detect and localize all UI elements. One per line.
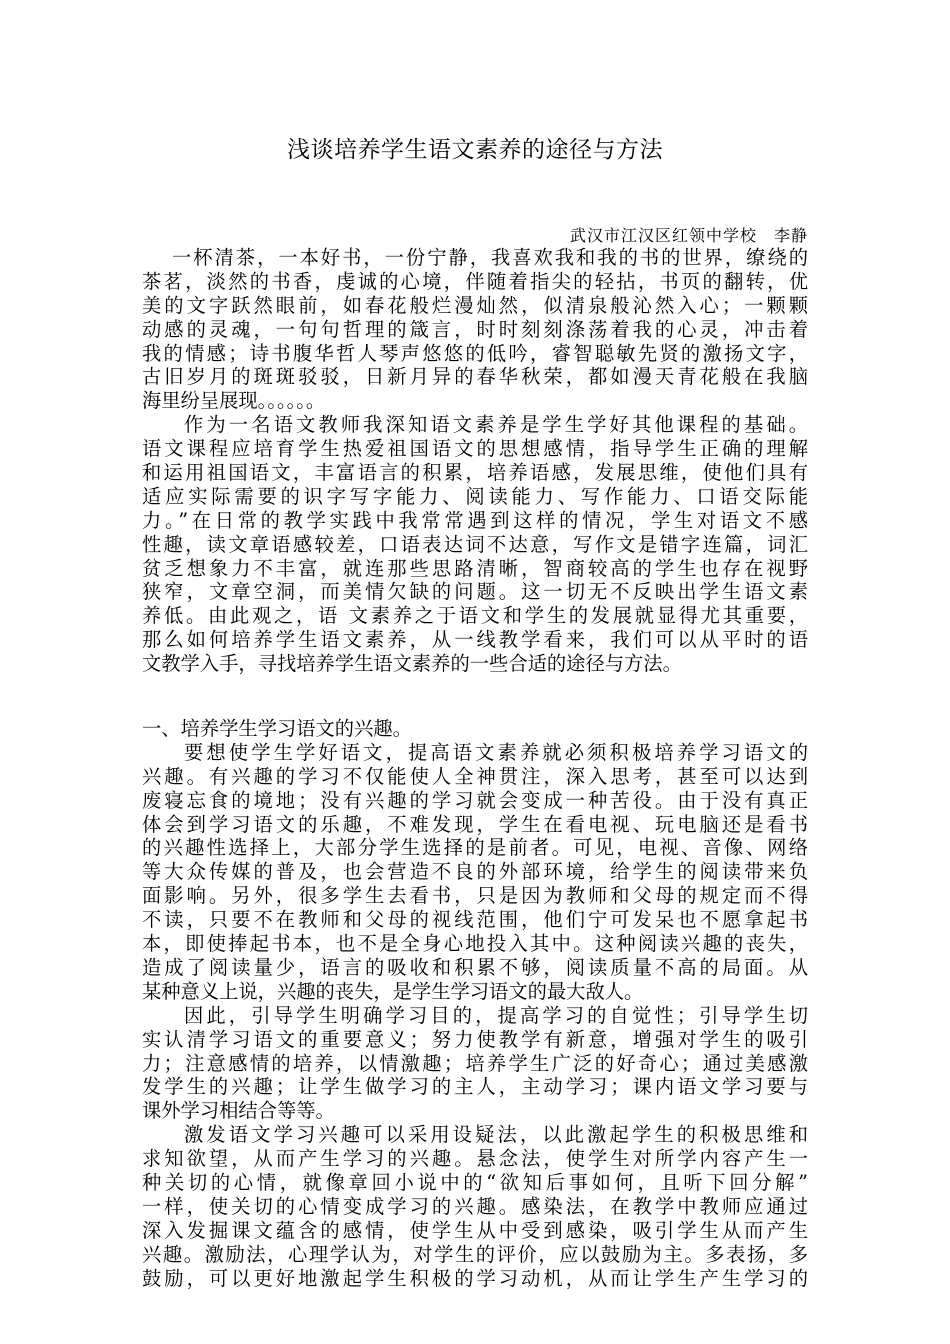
text-line: 课外学习相结合等等。 xyxy=(142,1099,335,1123)
text-line: 实认清学习语文的重要意义；努力使教学有新意，增强对学生的吸引 xyxy=(142,1027,808,1051)
text-line: 兴趣。有兴趣的学习不仅能使人全神贯注，深入思考，甚至可以达到 xyxy=(142,764,808,788)
text-line: 海里纷呈展现。。。。。。 xyxy=(142,389,326,413)
text-line: 体会到学习语文的乐趣，不难发现，学生在看电视、玩电脑还是看书 xyxy=(142,812,808,836)
text-line: 适应实际需要的识字写字能力、阅读能力、写作能力、口语交际能 xyxy=(142,484,808,508)
text-line: 狭窄，文章空洞，而美情欠缺的问题。这一切无不反映出学生语文素 xyxy=(142,580,808,604)
paragraph xyxy=(142,1004,808,1123)
text-line: 激发语文学习兴趣可以采用设疑法，以此激起学生的积极思维和 xyxy=(184,1123,808,1147)
paragraph xyxy=(142,1123,808,1290)
text-line: 力。”在日常的教学实践中我常常遇到这样的情况，学生对语文不感 xyxy=(142,508,808,532)
text-line: 那么如何培养学生语文素养，从一线教学看来，我们可以从平时的语 xyxy=(142,628,808,652)
text-line: 求知欲望，从而产生学习的兴趣。悬念法，使学生对所学内容产生一 xyxy=(142,1147,808,1171)
text-line: 本，即使捧起书本，也不是全身心地投入其中。这种阅读兴趣的丧失， xyxy=(142,932,808,956)
text-line: 兴趣。激励法，心理学认为，对学生的评价，应以鼓励为主。多表扬，多 xyxy=(142,1242,808,1266)
text-line: 和运用祖国语文，丰富语言的积累，培养语感，发展思维，使他们具有 xyxy=(142,461,808,485)
text-line: 性趣，读文章语感较差，口语表达词不达意，写作文是错字连篇，词汇 xyxy=(142,532,808,556)
text-line: 鼓励，可以更好地激起学生积极的学习动机，从而让学生产生学习的 xyxy=(142,1266,808,1290)
text-line: 造成了阅读量少，语言的吸收和积累不够，阅读质量不高的局面。从 xyxy=(142,955,808,979)
text-line: 一样，使关切的心情变成学习的兴趣。感染法，在教学中教师应通过 xyxy=(142,1194,808,1218)
text-line: 茶茗，淡然的书香，虔诚的心境，伴随着指尖的轻拈，书页的翻转，优 xyxy=(142,269,808,293)
text-line: 古旧岁月的斑斑驳驳，日新月异的春华秋荣，都如漫天青花般在我脑 xyxy=(142,365,808,389)
document-title: 浅谈培养学生语文素养的途径与方法 xyxy=(287,137,663,163)
text-line: 文教学入手，寻找培养学生语文素养的一些合适的途径与方法。 xyxy=(142,652,682,676)
document-body xyxy=(142,246,808,1290)
section-spacer xyxy=(142,676,808,717)
text-line: 贫乏想象力不丰富，就连那些思路清晰，智商较高的学生也存在视野 xyxy=(142,556,808,580)
text-line: 一杯清茶，一本好书，一份宁静，我喜欢我和我的书的世界，缭绕的 xyxy=(172,246,808,269)
paragraph xyxy=(142,246,808,413)
text-line: 因此，引导学生明确学习目的，提高学习的自觉性；引导学生切 xyxy=(184,1003,808,1027)
text-line: 某种意义上说，兴趣的丧失，是学生学习语文的最大敌人。 xyxy=(142,979,644,1003)
text-line: 语文课程应培育学生热爱祖国语文的思想感情，指导学生正确的理解 xyxy=(142,437,808,461)
text-line: 的兴趣性选择上，大部分学生选择的是前者。可见，电视、音像、网络 xyxy=(142,836,808,860)
text-line: 美的文字跃然眼前，如春花般烂漫灿然，似清泉般沁然入心；一颗颗 xyxy=(142,293,808,317)
text-line: 养低。由此观之，语 文素养之于语文和学生的发展就显得尤其重要， xyxy=(142,604,808,628)
text-line: 深入发掘课文蕴含的感情，使学生从中受到感染，吸引学生从而产生 xyxy=(142,1218,808,1242)
text-line: 种关切的心情，就像章回小说中的“欲知后事如何，且听下回分解” xyxy=(142,1170,808,1194)
text-line: 力；注意感情的培养，以情激趣；培养学生广泛的好奇心；通过美感激 xyxy=(142,1051,808,1075)
text-line: 等大众传媒的普及，也会营造不良的外部环境，给学生的阅读带来负 xyxy=(142,860,808,884)
author-line: 武汉市江汉区红领中学校 李静 xyxy=(569,226,808,245)
text-line: 作为一名语文教师我深知语文素养是学生学好其他课程的基础。 xyxy=(184,413,808,437)
text-line: 要想使学生学好语文，提高语文素养就必须积极培养学习语文的 xyxy=(184,740,808,764)
text-line: 动感的灵魂，一句句哲理的箴言，时时刻刻涤荡着我的心灵，冲击着 xyxy=(142,317,808,341)
paragraph xyxy=(142,413,808,676)
section-heading: 一、培养学生学习语文的兴趣。 xyxy=(142,717,412,741)
section xyxy=(142,717,808,1004)
text-line: 面影响。另外，很多学生去看书，只是因为教师和父母的规定而不得 xyxy=(142,884,808,908)
text-line: 我的情感；诗书腹华哲人琴声悠悠的低吟，睿智聪敏先贤的激扬文字， xyxy=(142,341,808,365)
text-line: 发学生的兴趣；让学生做学习的主人，主动学习；课内语文学习要与 xyxy=(142,1075,808,1099)
text-line: 不读，只要不在教师和父母的视线范围，他们宁可发呆也不愿拿起书 xyxy=(142,908,808,932)
text-line: 废寝忘食的境地；没有兴趣的学习就会变成一种苦役。由于没有真正 xyxy=(142,788,808,812)
